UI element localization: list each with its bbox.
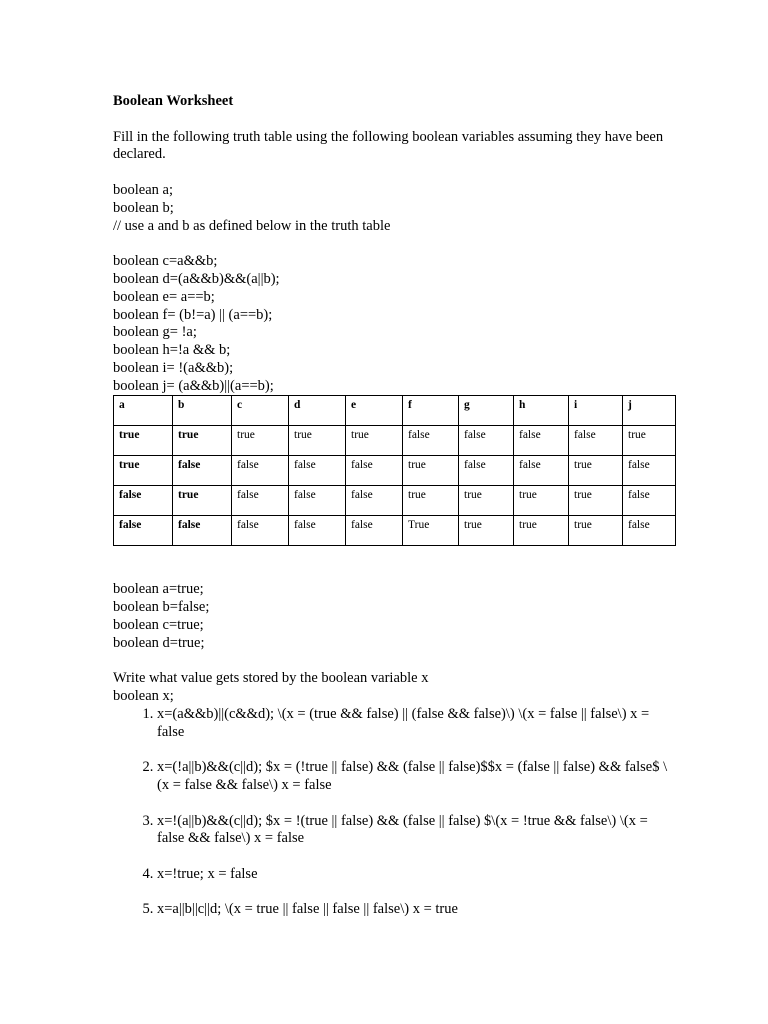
list-item — [157, 813, 673, 849]
table-cell: false — [623, 515, 676, 545]
spacer — [113, 546, 673, 564]
expression-line: boolean i= !(a&&b); — [113, 359, 234, 376]
table-cell: true — [514, 515, 569, 545]
list-item — [157, 866, 673, 884]
table-cell: false — [232, 485, 289, 515]
table-cell: true — [403, 485, 459, 515]
spacer — [113, 652, 673, 670]
spacer — [113, 111, 673, 129]
table-cell-b: false — [173, 515, 232, 545]
table-cell: true — [459, 485, 514, 515]
table-cell: true — [569, 515, 623, 545]
table-header-cell: b — [173, 395, 232, 425]
assignment-line: boolean d=true; — [113, 634, 205, 651]
table-header-cell: e — [346, 395, 403, 425]
question-instruction: Write what value gets stored by the boolean variable x — [113, 670, 429, 687]
table-cell-a: true — [114, 425, 173, 455]
list-item — [157, 901, 673, 919]
declaration-comment: // use a and b as defined below in the truth table — [113, 217, 391, 234]
expression-line: boolean c=a&&b; — [113, 253, 218, 270]
worksheet-page — [113, 93, 673, 937]
table-cell: false — [289, 455, 346, 485]
table-cell: true — [289, 425, 346, 455]
expression-line: boolean f= (b!=a) || (a==b); — [113, 306, 273, 323]
table-header-cell: a — [114, 395, 173, 425]
table-cell: false — [569, 425, 623, 455]
table-cell: true — [459, 515, 514, 545]
table-header-cell: d — [289, 395, 346, 425]
table-cell: false — [232, 515, 289, 545]
table-header-cell: f — [403, 395, 459, 425]
expression-line: boolean j= (a&&b)||(a==b); — [113, 377, 274, 394]
expression-line: boolean d=(a&&b)&&(a||b); — [113, 270, 280, 287]
table-cell: true — [569, 485, 623, 515]
table-cell: false — [289, 515, 346, 545]
table-cell: true — [623, 425, 676, 455]
expression-line: boolean e= a==b; — [113, 288, 215, 305]
table-cell: True — [403, 515, 459, 545]
expression-line: boolean g= !a; — [113, 324, 197, 341]
table-cell: true — [346, 425, 403, 455]
table-cell: true — [569, 455, 623, 485]
truth-table — [113, 395, 676, 546]
table-cell-a: false — [114, 515, 173, 545]
question-list — [113, 706, 673, 920]
question-declaration: boolean x; — [113, 687, 174, 704]
table-row — [114, 485, 676, 515]
assignment-line: boolean b=false; — [113, 598, 210, 615]
table-cell: false — [403, 425, 459, 455]
table-cell: false — [623, 455, 676, 485]
spacer — [113, 235, 673, 253]
assignment-block — [113, 581, 673, 652]
table-cell: false — [459, 425, 514, 455]
table-cell: false — [346, 515, 403, 545]
declaration-line: boolean a; — [113, 181, 173, 198]
intro-paragraph: Fill in the following truth table using the following boolean variables assuming they have been declared. — [113, 128, 664, 163]
table-row — [114, 515, 676, 545]
table-cell: false — [623, 485, 676, 515]
expression-block — [113, 253, 673, 395]
declaration-line: boolean b; — [113, 199, 174, 216]
expression-line: boolean h=!a && b; — [113, 342, 231, 359]
table-cell: false — [459, 455, 514, 485]
assignment-line: boolean a=true; — [113, 581, 204, 598]
table-cell: false — [514, 425, 569, 455]
table-header-cell: j — [623, 395, 676, 425]
question-text: x=(!a||b)&&(c||d); $x = (!true || false) && (false || false)$$x = (false || false) && false$ \(x = false && false\) x = false — [157, 759, 668, 793]
table-cell-a: true — [114, 455, 173, 485]
worksheet-title: Boolean Worksheet — [113, 93, 234, 109]
table-row — [114, 425, 676, 455]
question-text: x=a||b||c||d; \(x = true || false || false || false\) x = true — [157, 901, 458, 918]
spacer — [113, 563, 673, 581]
assignment-line: boolean c=true; — [113, 616, 204, 633]
table-cell: false — [346, 485, 403, 515]
question-text: x=!true; x = false — [157, 865, 258, 882]
question-text: x=(a&&b)||(c&&d); \(x = (true && false) || (false && false)\) \(x = false || false\) x = false — [157, 705, 650, 740]
list-item — [157, 706, 673, 742]
table-cell: false — [346, 455, 403, 485]
table-cell-b: true — [173, 485, 232, 515]
table-row — [114, 455, 676, 485]
table-cell: false — [514, 455, 569, 485]
table-cell-b: false — [173, 455, 232, 485]
table-cell-b: true — [173, 425, 232, 455]
table-cell: false — [289, 485, 346, 515]
table-header-row — [114, 395, 676, 425]
table-cell: false — [232, 455, 289, 485]
table-cell-a: false — [114, 485, 173, 515]
list-item — [157, 759, 673, 795]
table-header-cell: c — [232, 395, 289, 425]
declaration-block — [113, 182, 673, 235]
question-text: x=!(a||b)&&(c||d); $x = !(true || false) && (false || false) $\(x = !true && false\) \(x = false && false\) x = false — [157, 812, 648, 847]
table-cell: true — [232, 425, 289, 455]
table-cell: true — [514, 485, 569, 515]
table-header-cell: h — [514, 395, 569, 425]
table-header-cell: g — [459, 395, 514, 425]
table-header-cell: i — [569, 395, 623, 425]
table-cell: true — [403, 455, 459, 485]
spacer — [113, 164, 673, 182]
